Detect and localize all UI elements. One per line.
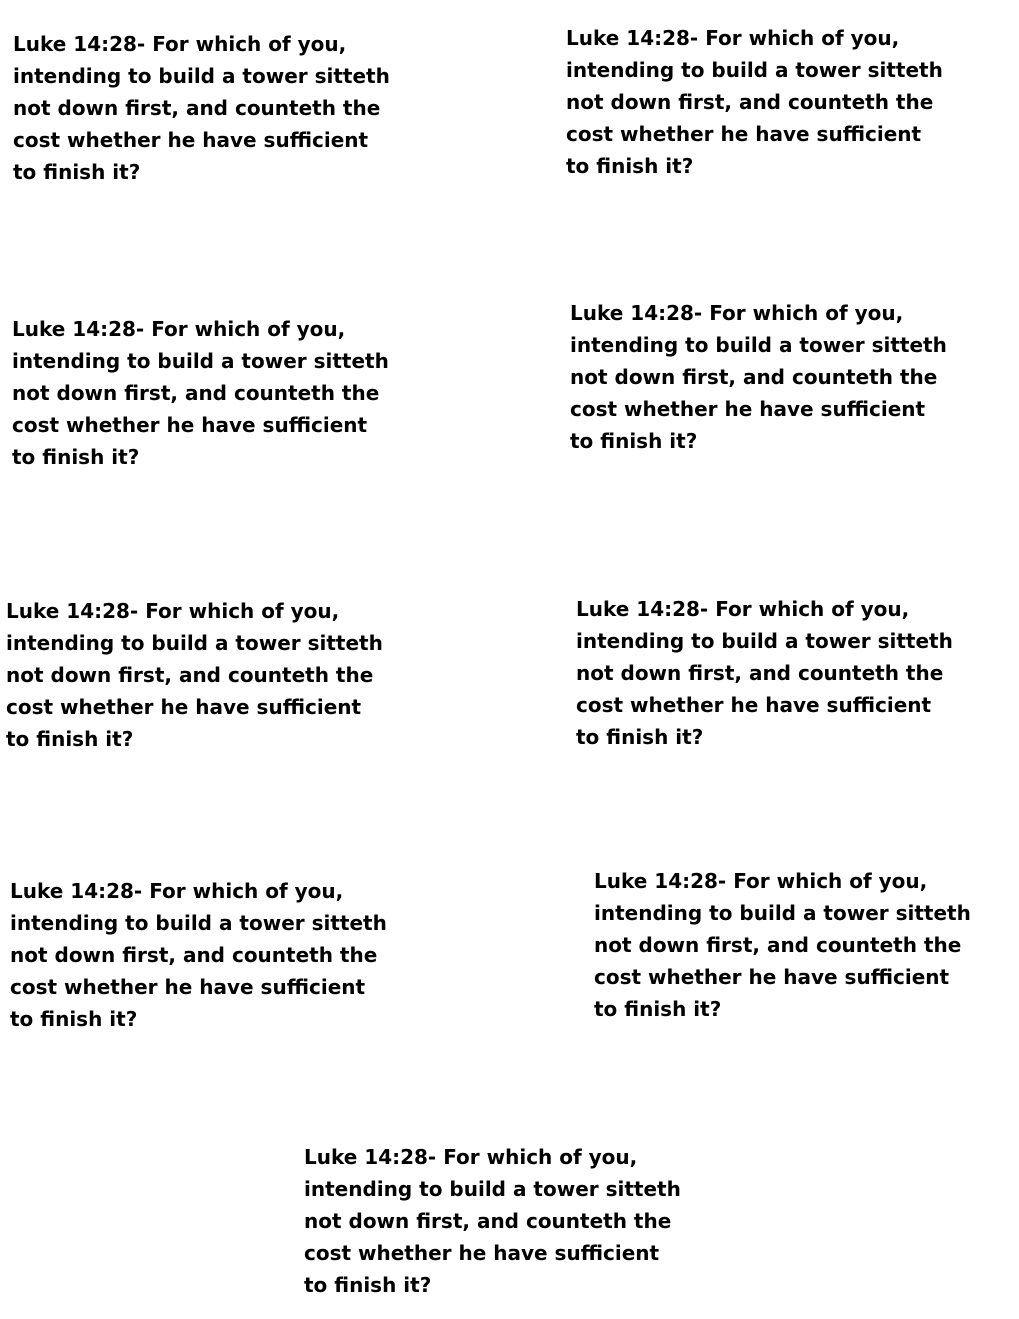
verse-card-2: Luke 14:28- For which of you, intending to build a tower sitteth not down first, and counteth the cost whether he have sufficient to finish it? <box>566 26 943 178</box>
verse-card-5: Luke 14:28- For which of you, intending to build a tower sitteth not down first, and counteth the cost whether he have sufficient to finish it? <box>6 599 383 751</box>
verse-card-3: Luke 14:28- For which of you, intending to build a tower sitteth not down first, and counteth the cost whether he have sufficient to finish it? <box>12 317 389 469</box>
verse-card-1: Luke 14:28- For which of you, intending to build a tower sitteth not down first, and counteth the cost whether he have sufficient to finish it? <box>13 32 390 184</box>
verse-card-4: Luke 14:28- For which of you, intending to build a tower sitteth not down first, and counteth the cost whether he have sufficient to finish it? <box>570 301 947 453</box>
verse-card-6: Luke 14:28- For which of you, intending to build a tower sitteth not down first, and counteth the cost whether he have sufficient to finish it? <box>576 597 953 749</box>
verse-card-7: Luke 14:28- For which of you, intending to build a tower sitteth not down first, and counteth the cost whether he have sufficient to finish it? <box>10 879 387 1031</box>
verse-card-9: Luke 14:28- For which of you, intending to build a tower sitteth not down first, and counteth the cost whether he have sufficient to finish it? <box>304 1145 681 1297</box>
verse-card-8: Luke 14:28- For which of you, intending to build a tower sitteth not down first, and counteth the cost whether he have sufficient to finish it? <box>594 869 971 1021</box>
